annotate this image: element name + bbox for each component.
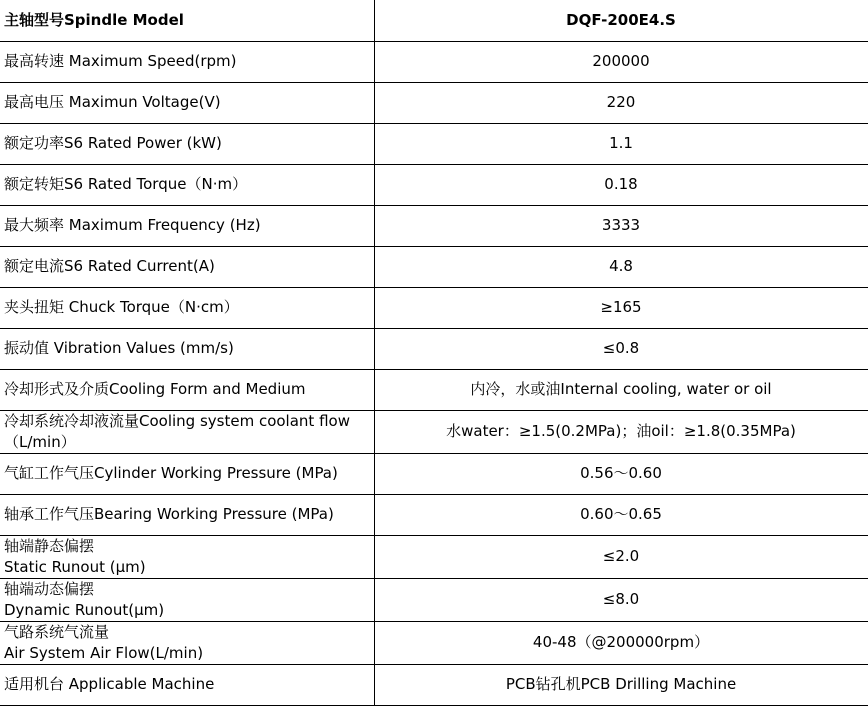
table-row	[0, 535, 868, 578]
table-row	[0, 164, 868, 205]
row-label-line-1: 轴端动态偏摆	[4, 579, 95, 598]
row-label	[0, 578, 374, 621]
row-value: 水water：≥1.5(0.2MPa)；油oil：≥1.8(0.35MPa)	[374, 410, 868, 453]
row-value: 3333	[374, 205, 868, 246]
row-label: 夹头扭矩 Chuck Torque（N·cm）	[0, 287, 374, 328]
table-row	[0, 453, 868, 494]
row-label: 额定转矩S6 Rated Torque（N·m）	[0, 164, 374, 205]
row-label	[0, 535, 374, 578]
row-label	[0, 621, 374, 664]
table-row	[0, 494, 868, 535]
table-row	[0, 369, 868, 410]
row-label: 额定电流S6 Rated Current(A)	[0, 246, 374, 287]
row-value: 内冷，水或油Internal cooling, water or oil	[374, 369, 868, 410]
row-value: ≥165	[374, 287, 868, 328]
header-value-cell: DQF-200E4.S	[374, 0, 868, 41]
row-value: 0.18	[374, 164, 868, 205]
row-value: 0.56～0.60	[374, 453, 868, 494]
row-label: 轴承工作气压Bearing Working Pressure (MPa)	[0, 494, 374, 535]
row-value: 220	[374, 82, 868, 123]
row-value: 200000	[374, 41, 868, 82]
row-label-line-2: Air System Air Flow(L/min)	[4, 643, 204, 662]
table-row	[0, 621, 868, 664]
table-row	[0, 123, 868, 164]
row-label: 最大频率 Maximum Frequency (Hz)	[0, 205, 374, 246]
table-row	[0, 287, 868, 328]
row-label-line-2: Static Runout (μm)	[4, 557, 146, 576]
row-value: PCB钻孔机PCB Drilling Machine	[374, 664, 868, 705]
row-label-line-1: 轴端静态偏摆	[4, 536, 95, 555]
row-label: 最高转速 Maximum Speed(rpm)	[0, 41, 374, 82]
row-value: 0.60～0.65	[374, 494, 868, 535]
row-label-line-2: Dynamic Runout(μm)	[4, 600, 165, 619]
row-label: 额定功率S6 Rated Power (kW)	[0, 123, 374, 164]
row-label: 冷却系统冷却液流量Cooling system coolant flow（L/min）	[0, 410, 374, 453]
row-label: 适用机台 Applicable Machine	[0, 664, 374, 705]
row-value: ≤0.8	[374, 328, 868, 369]
table-row	[0, 205, 868, 246]
row-value: 1.1	[374, 123, 868, 164]
table-row	[0, 246, 868, 287]
header-label-cell: 主轴型号Spindle Model	[0, 0, 374, 41]
row-label: 气缸工作气压Cylinder Working Pressure (MPa)	[0, 453, 374, 494]
row-label-line-1: 气路系统气流量	[4, 622, 110, 641]
table-row	[0, 82, 868, 123]
table-row	[0, 578, 868, 621]
table-row	[0, 664, 868, 705]
row-label: 振动值 Vibration Values (mm/s)	[0, 328, 374, 369]
table-header-row	[0, 0, 868, 41]
row-value: ≤2.0	[374, 535, 868, 578]
table-row	[0, 328, 868, 369]
row-value: 40-48（@200000rpm）	[374, 621, 868, 664]
row-label: 冷却形式及介质Cooling Form and Medium	[0, 369, 374, 410]
row-value: ≤8.0	[374, 578, 868, 621]
row-label: 最高电压 Maximun Voltage(V)	[0, 82, 374, 123]
table-row	[0, 41, 868, 82]
row-value: 4.8	[374, 246, 868, 287]
table-row	[0, 410, 868, 453]
